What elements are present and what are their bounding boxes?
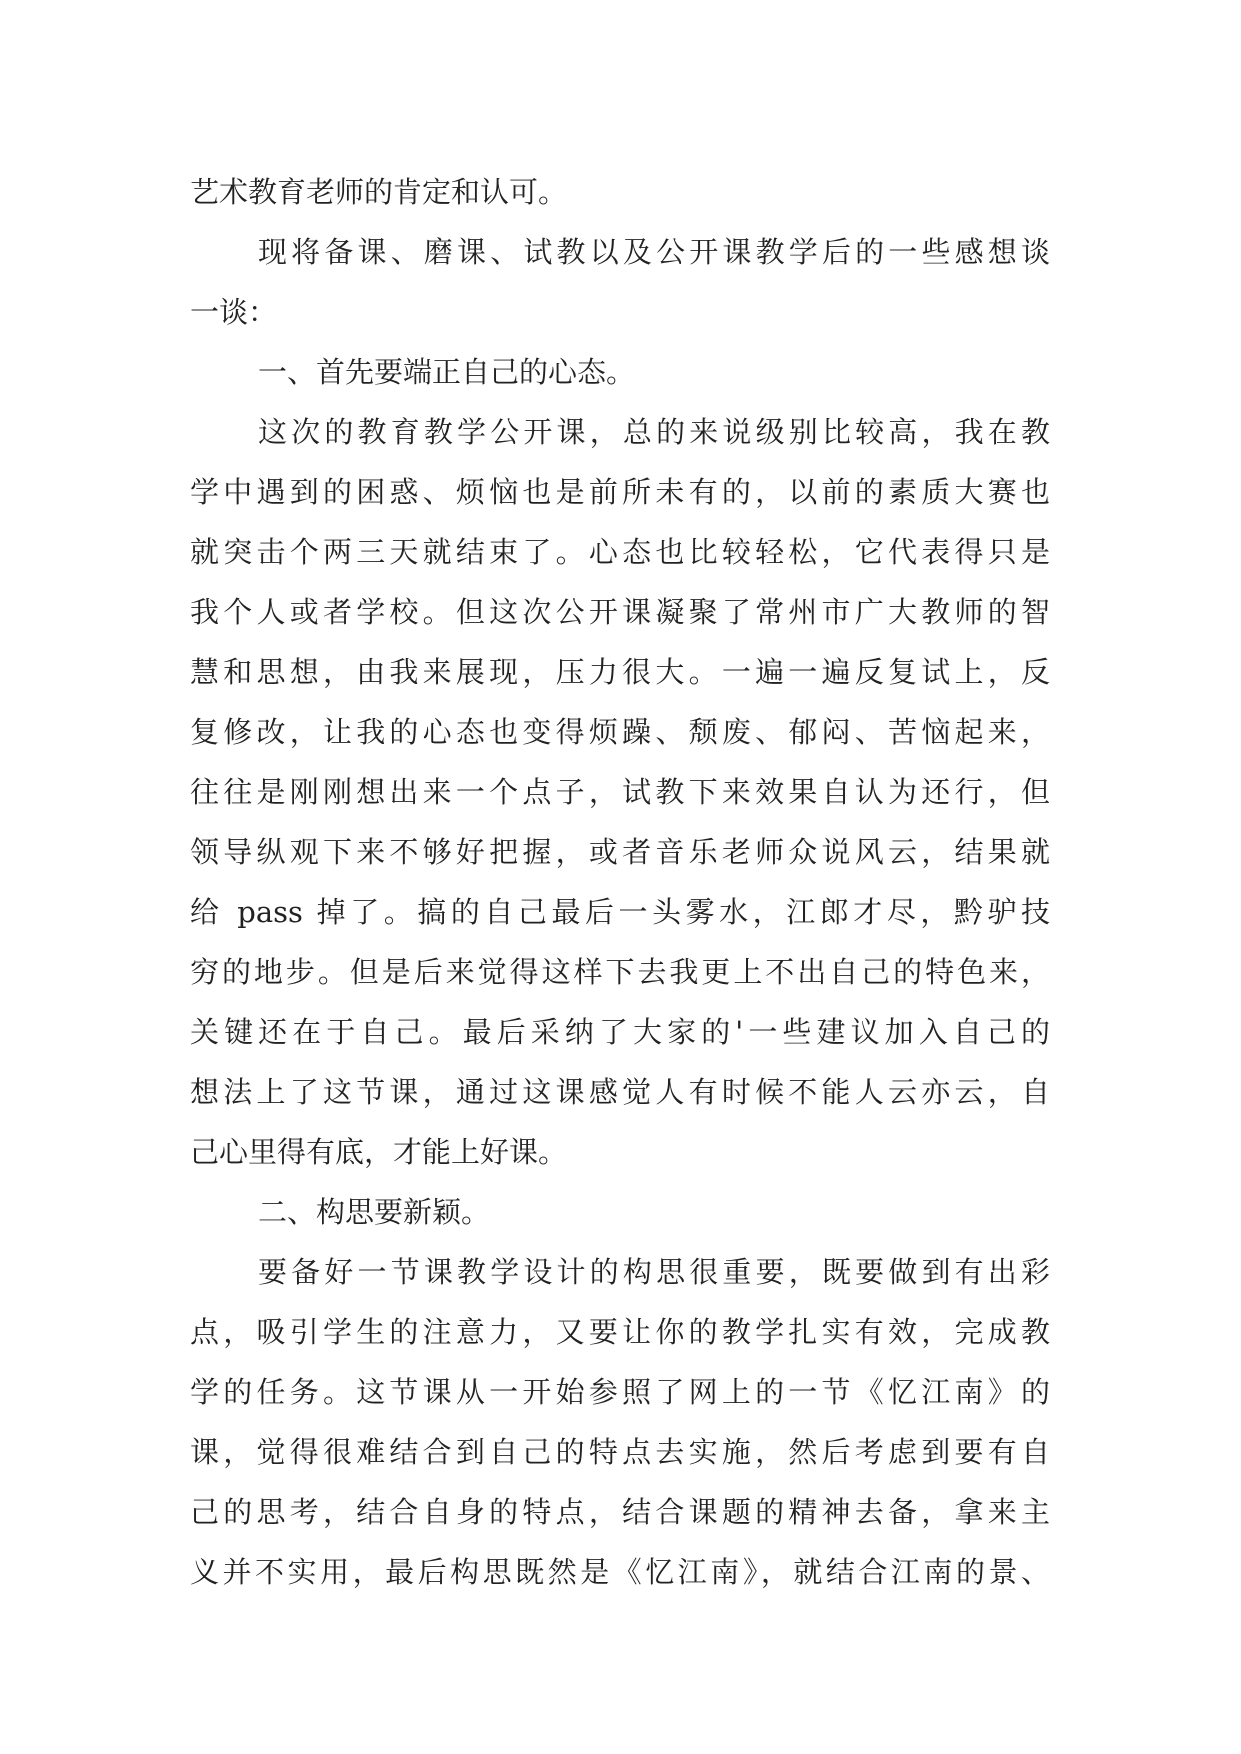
text-line: 点，吸引学生的注意力，又要让你的教学扎实有效，完成教 — [190, 1315, 1050, 1349]
text-line: 我个人或者学校。但这次公开课凝聚了常州市广大教师的智 — [190, 595, 1050, 629]
text-line: 往往是刚刚想出来一个点子，试教下来效果自认为还行，但 — [190, 775, 1050, 809]
text-line: 穷的地步。但是后来觉得这样下去我更上不出自己的特色来， — [190, 955, 1050, 989]
text-line: 一谈： — [190, 295, 278, 329]
text-line: 己的思考，结合自身的特点，结合课题的精神去备，拿来主 — [190, 1495, 1050, 1529]
text-line: 这次的教育教学公开课，总的来说级别比较高，我在教 — [258, 415, 1050, 449]
text-line: 课，觉得很难结合到自己的特点去实施，然后考虑到要有自 — [190, 1435, 1050, 1469]
text-line: 学中遇到的困惑、烦恼也是前所未有的，以前的素质大赛也 — [190, 475, 1050, 509]
text-line: 关键还在于自己。最后采纳了大家的'一些建议加入自己的 — [190, 1015, 1050, 1049]
text-line: 二、构思要新颖。 — [258, 1195, 491, 1229]
text-line: 学的任务。这节课从一开始参照了网上的一节《忆江南》的 — [190, 1375, 1050, 1409]
text-line: 就突击个两三天就结束了。心态也比较轻松，它代表得只是 — [190, 535, 1050, 569]
text-line: 复修改，让我的心态也变得烦躁、颓废、郁闷、苦恼起来， — [190, 715, 1050, 749]
text-line: 义并不实用，最后构思既然是《忆江南》，就结合江南的景、 — [190, 1555, 1050, 1589]
text-line: 要备好一节课教学设计的构思很重要，既要做到有出彩 — [258, 1255, 1050, 1289]
text-line: 给 pass 掉了。搞的自己最后一头雾水，江郎才尽，黔驴技 — [190, 895, 1050, 929]
text-line: 一、首先要端正自己的心态。 — [258, 355, 636, 389]
text-line: 己心里得有底，才能上好课。 — [190, 1135, 568, 1169]
text-line: 想法上了这节课，通过这课感觉人有时候不能人云亦云，自 — [190, 1075, 1050, 1109]
text-line: 现将备课、磨课、试教以及公开课教学后的一些感想谈 — [258, 235, 1050, 269]
document-body — [190, 162, 1050, 1602]
text-line: 艺术教育老师的肯定和认可。 — [190, 175, 568, 209]
text-line: 慧和思想，由我来展现，压力很大。一遍一遍反复试上，反 — [190, 655, 1050, 689]
text-line: 领导纵观下来不够好把握，或者音乐老师众说风云，结果就 — [190, 835, 1050, 869]
